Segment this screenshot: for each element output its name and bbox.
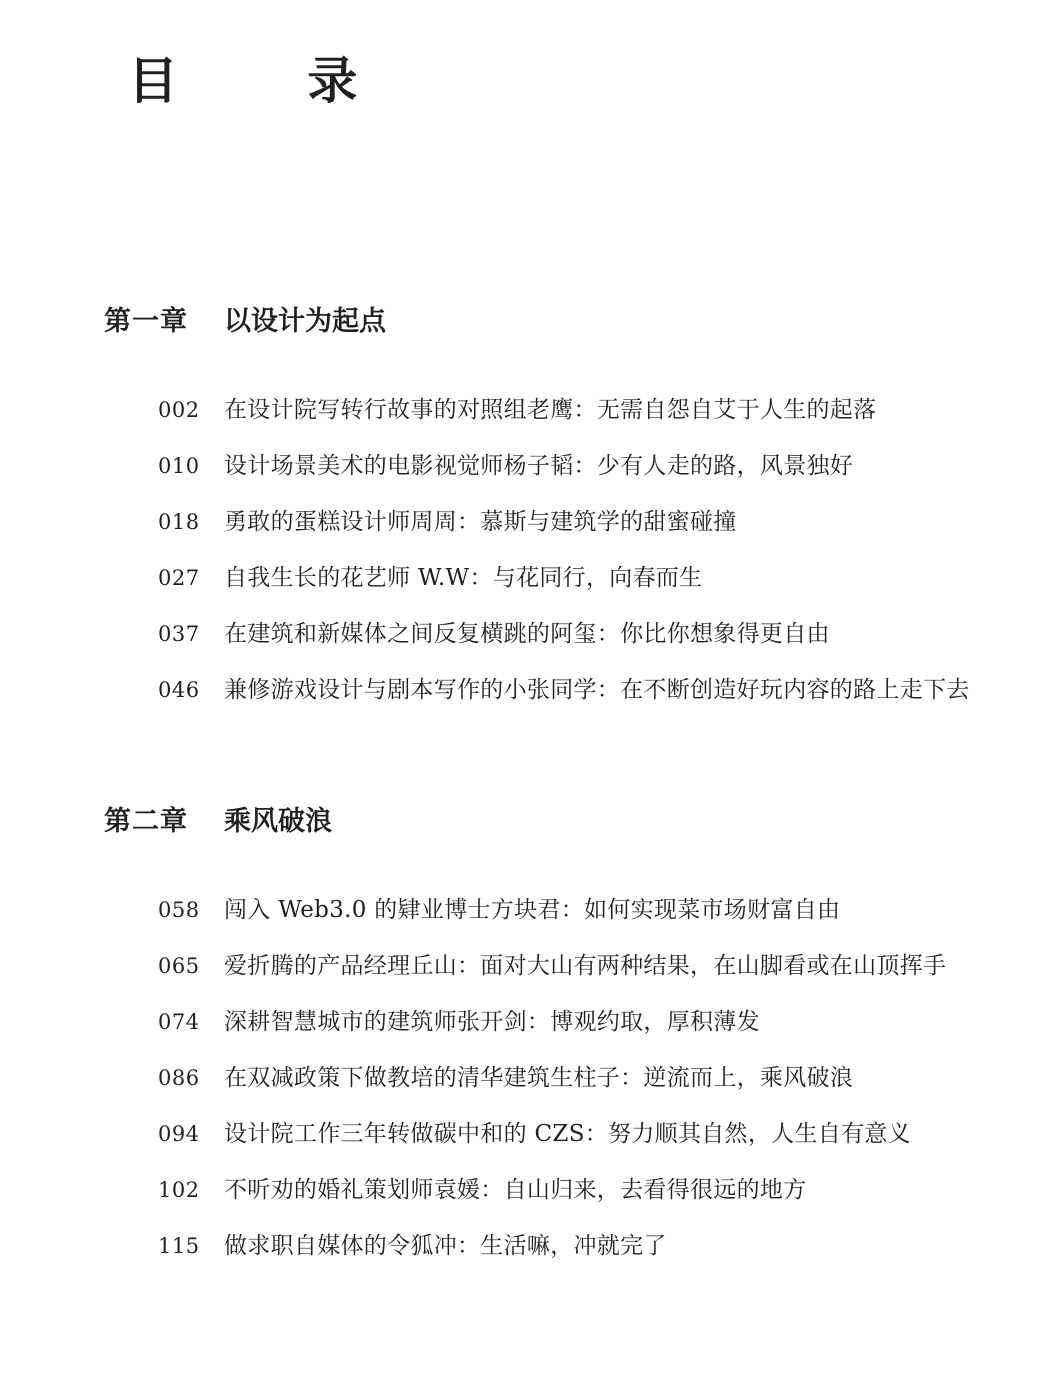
chapter-1	[104, 306, 984, 703]
toc-entry[interactable]	[158, 448, 978, 484]
entry-title: 在双减政策下做教培的清华建筑生柱子：逆流而上，乘风破浪	[224, 1065, 854, 1091]
entry-title: 在建筑和新媒体之间反复横跳的阿玺：你比你想象得更自由	[224, 621, 830, 647]
chapter-1-entries	[158, 392, 978, 728]
entry-title: 深耕智慧城市的建筑师张开剑：博观约取，厚积薄发	[224, 1009, 760, 1035]
entry-page-number: 065	[158, 954, 200, 978]
entry-title: 勇敢的蛋糕设计师周周：慕斯与建筑学的甜蜜碰撞	[224, 509, 737, 535]
entry-title: 闯入 Web3.0 的肄业博士方块君：如何实现菜市场财富自由	[224, 897, 841, 923]
entry-title: 做求职自媒体的令狐冲：生活嘛，冲就完了	[224, 1233, 667, 1259]
toc-entry[interactable]	[158, 1116, 978, 1152]
entry-title: 设计场景美术的电影视觉师杨子韬：少有人走的路，风景独好	[224, 453, 854, 479]
entry-title: 兼修游戏设计与剧本写作的小张同学：在不断创造好玩内容的路上走下去	[224, 677, 970, 703]
toc-entry[interactable]	[158, 616, 978, 652]
entry-title: 在设计院写转行故事的对照组老鹰：无需自怨自艾于人生的起落	[224, 397, 877, 423]
chapter-title: 乘风破浪	[224, 806, 332, 837]
toc-entry[interactable]	[158, 1060, 978, 1096]
toc-entry[interactable]	[158, 1228, 978, 1264]
chapter-heading	[104, 308, 984, 338]
entry-page-number: 002	[158, 398, 200, 422]
entry-page-number: 115	[158, 1234, 200, 1258]
entry-page-number: 086	[158, 1066, 200, 1090]
entry-page-number: 094	[158, 1122, 200, 1146]
entry-title: 设计院工作三年转做碳中和的 CZS：努力顺其自然，人生自有意义	[224, 1121, 911, 1147]
page-title: 目 录	[128, 51, 414, 110]
toc-entry[interactable]	[158, 1004, 978, 1040]
entry-page-number: 037	[158, 622, 200, 646]
chapter-number: 第二章	[104, 806, 188, 837]
entry-page-number: 010	[158, 454, 200, 478]
entry-title: 自我生长的花艺师 W.W：与花同行，向春而生	[224, 565, 703, 591]
entry-page-number: 018	[158, 510, 200, 534]
chapter-2-entries	[158, 892, 978, 1284]
toc-entry[interactable]	[158, 560, 978, 596]
entry-page-number: 102	[158, 1178, 200, 1202]
toc-entry[interactable]	[158, 1172, 978, 1208]
toc-entry[interactable]	[158, 392, 978, 428]
chapter-number: 第一章	[104, 306, 188, 337]
entry-page-number: 027	[158, 566, 200, 590]
entry-page-number: 058	[158, 898, 200, 922]
toc-entry[interactable]	[158, 948, 978, 984]
chapter-heading	[104, 808, 984, 838]
chapter-title: 以设计为起点	[224, 306, 386, 337]
entry-title: 不听劝的婚礼策划师袁媛：自山归来，去看得很远的地方	[224, 1177, 807, 1203]
entry-page-number: 074	[158, 1010, 200, 1034]
entry-page-number: 046	[158, 678, 200, 702]
chapter-2	[104, 806, 984, 1259]
entry-title: 爱折腾的产品经理丘山：面对大山有两种结果，在山脚看或在山顶挥手	[224, 953, 947, 979]
toc-entry[interactable]	[158, 892, 978, 928]
toc-entry[interactable]	[158, 672, 978, 708]
toc-entry[interactable]	[158, 504, 978, 540]
